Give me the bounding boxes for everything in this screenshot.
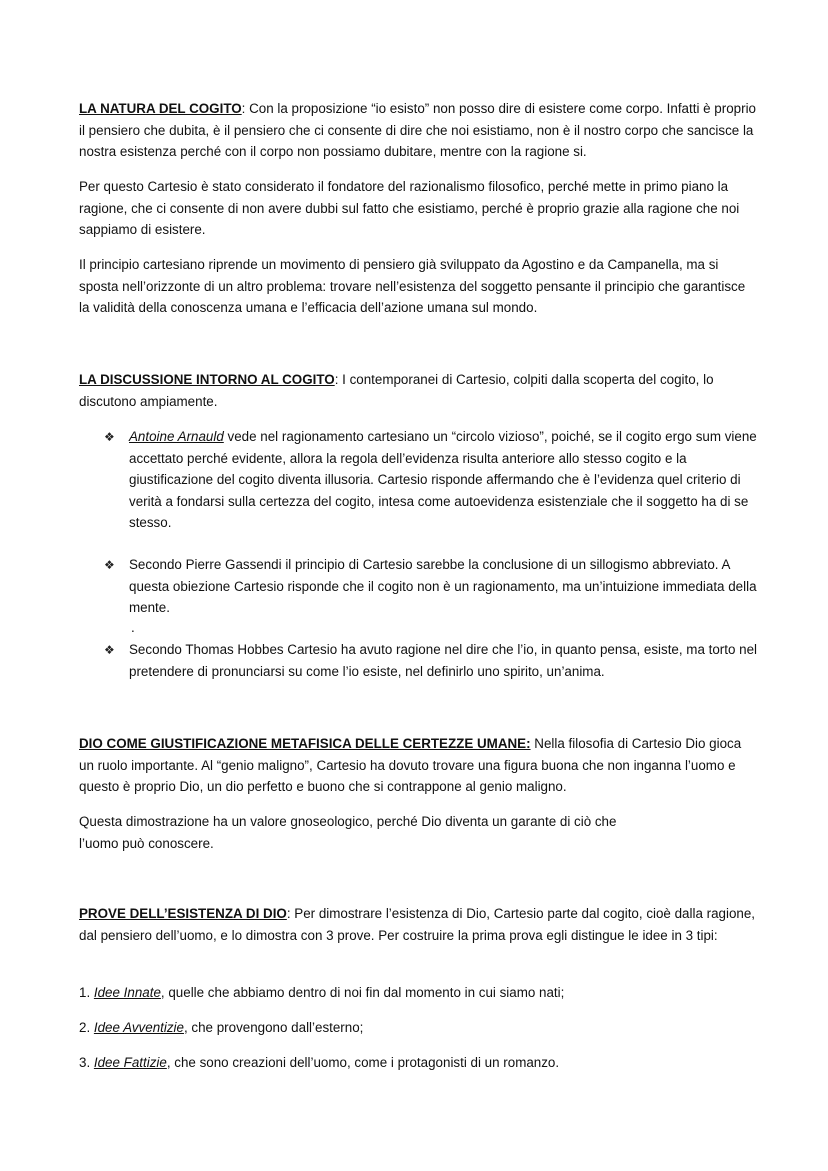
bullet-icon: ❖ <box>104 643 115 657</box>
discussion-paragraph <box>79 369 759 412</box>
item-term: Idee Avventizie <box>93 1020 184 1035</box>
list-item <box>79 1017 759 1039</box>
cogito-heading: LA NATURA DEL COGITO <box>79 101 242 116</box>
item-number: 3. <box>79 1055 94 1070</box>
bullet-gassendi: Secondo Pierre Gassendi il principio di Cartesio sarebbe la conclusione di un sillogismo abbreviato. A questa obiezione Cartesio risponde che il cogito non è un ragionamento, ma un’intuizione immediata della mente. <box>129 557 757 615</box>
dio-intro: Nella filosofia di Cartesio Dio gioca un ruolo importante. Al “genio maligno”, Cartesio ha dovuto trovare una figura buona che non inganna l’uomo e questo è proprio Dio, un dio perfetto e buono che si contrappone al genio maligno. <box>79 736 742 794</box>
cogito-paragraph-1 <box>79 98 759 163</box>
cogito-intro: : Con la proposizione “io esisto” non posso dire di esistere come corpo. Infatti è proprio il pensiero che dubita, è il pensiero che ci consente di dire che noi esistiamo, non è il nostro corpo che sancisce la nostra esistenza perché con il corpo non possiamo dubitare, mentre con la ragione si. <box>79 101 756 159</box>
discussion-heading: LA DISCUSSIONE INTORNO AL COGITO <box>79 372 335 387</box>
stray-dot: . <box>131 620 135 635</box>
bullet-hobbes: Secondo Thomas Hobbes Cartesio ha avuto ragione nel dire che l’io, in quanto pensa, esiste, ma torto nel pretendere di pronunciarsi su come l’io esiste, nel definirlo uno spirito, un’anima. <box>129 642 758 679</box>
dio-paragraph-1 <box>79 733 759 798</box>
bullet-icon: ❖ <box>104 558 115 572</box>
dio-heading: DIO COME GIUSTIFICAZIONE METAFISICA DELLE CERTEZZE UMANE: <box>79 736 531 751</box>
item-term: Idee Fattizie <box>93 1055 167 1070</box>
item-desc: , che sono creazioni dell’uomo, come i protagonisti di un romanzo. <box>166 1055 560 1070</box>
prove-heading: PROVE DELL’ESISTENZA DI DIO <box>79 906 287 921</box>
bullet-icon: ❖ <box>104 430 115 444</box>
cogito-paragraph-2: Per questo Cartesio è stato considerato il fondatore del razionalismo filosofico, perché mette in primo piano la ragione, che ci consente di non avere dubbi sul fatto che esistiamo, perché è proprio grazie alla ragione che noi sappiamo di esistere. <box>79 179 740 237</box>
dio-p2-line2: l’uomo può conoscere. <box>79 835 214 851</box>
item-number: 2. <box>79 1020 94 1035</box>
list-item <box>79 1052 759 1074</box>
arnauld-name: Antoine Arnauld <box>129 429 224 444</box>
dio-paragraph-2 <box>79 811 759 854</box>
dio-p2-line1: Questa dimostrazione ha un valore gnoseologico, perché Dio diventa un garante di ciò che <box>79 814 617 829</box>
discussion-intro: : I contemporanei di Cartesio, colpiti dalla scoperta del cogito, lo discutono ampiamente. <box>79 372 714 409</box>
arnauld-text: vede nel ragionamento cartesiano un “circolo vizioso”, poiché, se il cogito ergo sum viene accettato perché evidente, allora la regola dell’evidenza risulta anteriore allo stesso cogito e la giustificazione del cogito diventa illusoria. Cartesio risponde affermando che è l’evidenza quel criterio di verità a fondarsi sulla certezza del cogito, intesa come autoevidenza esistenziale che il soggetto ha di se stesso. <box>129 429 757 530</box>
item-term: Idee Innate <box>93 985 161 1000</box>
item-desc: , quelle che abbiamo dentro di noi fin dal momento in cui siamo nati; <box>160 985 565 1000</box>
prove-intro: : Per dimostrare l’esistenza di Dio, Cartesio parte dal cogito, cioè dalla ragione, dal pensiero dell’uomo, e lo dimostra con 3 prove. Per costruire la prima prova egli distingue le idee in 3 tipi: <box>79 906 756 943</box>
prove-paragraph <box>79 903 759 946</box>
cogito-paragraph-3: Il principio cartesiano riprende un movimento di pensiero già sviluppato da Agostino e da Campanella, ma si sposta nell’orizzonte di un altro problema: trovare nell’esistenza del soggetto pensante il principio che garantisce la validità della conoscenza umana e l’efficacia dell’azione umana sul mondo. <box>79 257 746 315</box>
bullet-arnauld <box>129 426 759 534</box>
list-item <box>79 982 759 1004</box>
item-number: 1. <box>79 985 94 1000</box>
item-desc: , che provengono dall’esterno; <box>183 1020 364 1035</box>
